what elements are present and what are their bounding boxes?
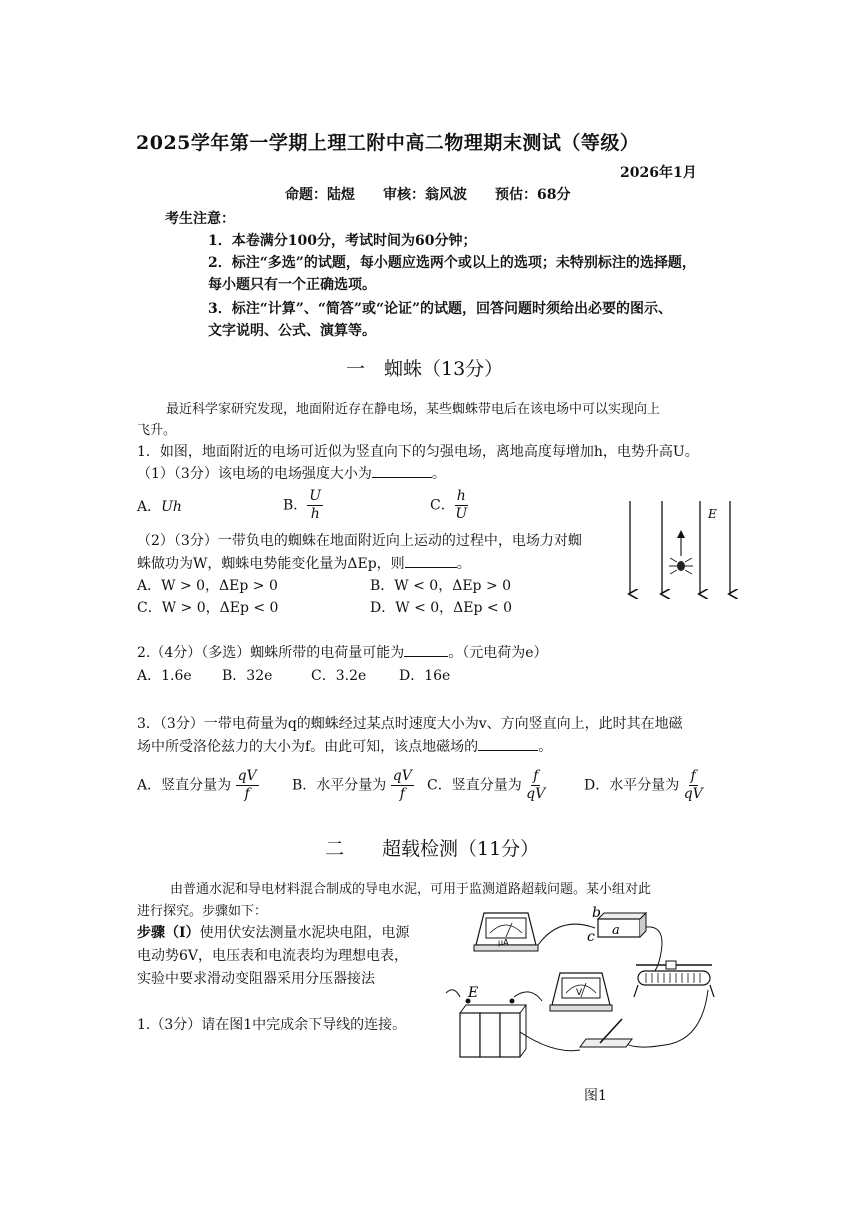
- notice-item: 文字说明、公式、演算等。: [208, 323, 376, 339]
- question-stem: 1.（3分）请在图1中完成余下导线的连接。: [137, 1017, 407, 1033]
- question-subpart: [137, 463, 446, 483]
- option-b: B．W < 0，ΔEp > 0: [370, 578, 512, 594]
- rheostat-icon: [634, 961, 714, 997]
- option-b: B． $\frac{U}{h}$: [283, 488, 322, 522]
- section-intro: 进行探究。步骤如下：: [137, 904, 268, 919]
- option-d: D．W < 0，ΔEp < 0: [370, 600, 512, 616]
- ammeter-label: μA: [498, 938, 509, 947]
- question-stem: 2.（4分）（多选）蜘蛛所带的电荷量可能为 。（元电荷为e）: [137, 645, 548, 661]
- section-intro: 由普通水泥和导电材料混合制成的导电水泥，可用于监测道路超载问题。某小组对此: [170, 882, 652, 897]
- source-label-e: E: [468, 985, 479, 1001]
- option-c: C．竖直分量为 $\frac{f}{qV}$: [427, 768, 546, 802]
- exam-meta: 命题：陆煜 审核：翁风波 预估：68分: [285, 187, 571, 203]
- field-label-e: E: [708, 507, 717, 521]
- notice-item: 3．标注“计算”、“简答”或“论证”的试题，回答问题时须给出必要的图示、: [208, 301, 673, 317]
- exam-title: 2025学年第一学期上理工附中高二物理期末测试（等级）: [136, 132, 640, 154]
- notice-item: 每小题只有一个正确选项。: [208, 277, 376, 293]
- figure-caption: 图1: [584, 1088, 607, 1104]
- option-a: A．W > 0，ΔEp > 0: [137, 578, 278, 594]
- section-intro: 飞升。: [137, 423, 177, 438]
- notice-item: 2．标注“多选”的试题，每小题应选两个或以上的选项；未特别标注的选择题，: [208, 255, 696, 271]
- question-end: 。: [431, 466, 446, 482]
- answer-blank[interactable]: [372, 477, 432, 478]
- section-heading: 二 超载检测（11分）: [325, 838, 540, 860]
- option-a: A．1.6e: [137, 668, 192, 684]
- block-label-a: a: [612, 923, 620, 938]
- option-c: C．W > 0，ΔEp < 0: [137, 600, 279, 616]
- wire: [625, 990, 708, 1047]
- exam-date: 2026年1月: [620, 165, 697, 181]
- step-text: 实验中要求滑动变阻器采用分压器接法: [137, 971, 375, 987]
- section-intro: 最近科学家研究发现，地面附近存在静电场，某些蜘蛛带电后在该电场中可以实现向上: [166, 402, 661, 417]
- question-stem: 1．如图，地面附近的电场可近似为竖直向下的匀强电场，离地高度每增加h，电势升高U。: [137, 444, 699, 460]
- notice-label: 考生注意：: [165, 211, 235, 227]
- spider-icon: [669, 558, 693, 574]
- question-text: （1）（3分）该电场的电场强度大小为: [137, 466, 372, 482]
- velocity-arrowhead: [677, 530, 685, 538]
- section-heading: 一 蜘蛛（13分）: [346, 358, 504, 380]
- option-d: D．水平分量为 $\frac{f}{qV}$: [584, 768, 703, 802]
- circuit-figure: [440, 905, 720, 1070]
- answer-blank[interactable]: [404, 656, 448, 657]
- notice-item: 1．本卷满分100分，考试时间为60分钟；: [208, 233, 477, 249]
- option-a: A．竖直分量为 $\frac{qV}{f}$: [137, 768, 257, 802]
- option-c: C． $\frac{h}{U}$: [430, 488, 468, 522]
- question-stem: 3．（3分）一带电荷量为q的蜘蛛经过某点时速度大小为v、方向竖直向上，此时其在地磁: [137, 716, 683, 732]
- question-stem: 场中所受洛伦兹力的大小为f。由此可知，该点地磁场的 。: [137, 739, 553, 755]
- question-subpart: （2）（3分）一带负电的蜘蛛在地面附近向上运动的过程中，电场力对蜘: [137, 533, 582, 549]
- question-subpart: 蛛做功为W，蜘蛛电势能变化量为ΔEp，则 。: [137, 556, 471, 572]
- voltmeter-icon: [550, 973, 612, 1011]
- voltmeter-label: V: [576, 988, 583, 998]
- option-d: D．16e: [399, 668, 451, 684]
- answer-blank[interactable]: [405, 567, 457, 568]
- electric-field-figure: [620, 496, 740, 606]
- step-text: 步骤（I）使用伏安法测量水泥块电阻，电源: [137, 925, 410, 941]
- option-c: C．3.2e: [311, 668, 367, 684]
- wire: [446, 990, 542, 1001]
- option-b: B．水平分量为 $\frac{qV}{f}$: [292, 768, 412, 802]
- microammeter-icon: [474, 913, 538, 951]
- option-a: A．Uh: [137, 499, 182, 515]
- node-label-b: b: [592, 905, 601, 921]
- node-label-c: c: [587, 929, 595, 945]
- step-text: 电动势6V，电压表和电流表均为理想电表，: [137, 948, 409, 964]
- option-b: B．32e: [222, 668, 273, 684]
- answer-blank[interactable]: [478, 750, 538, 751]
- switch-icon: [580, 1019, 632, 1047]
- cement-block: [598, 913, 646, 938]
